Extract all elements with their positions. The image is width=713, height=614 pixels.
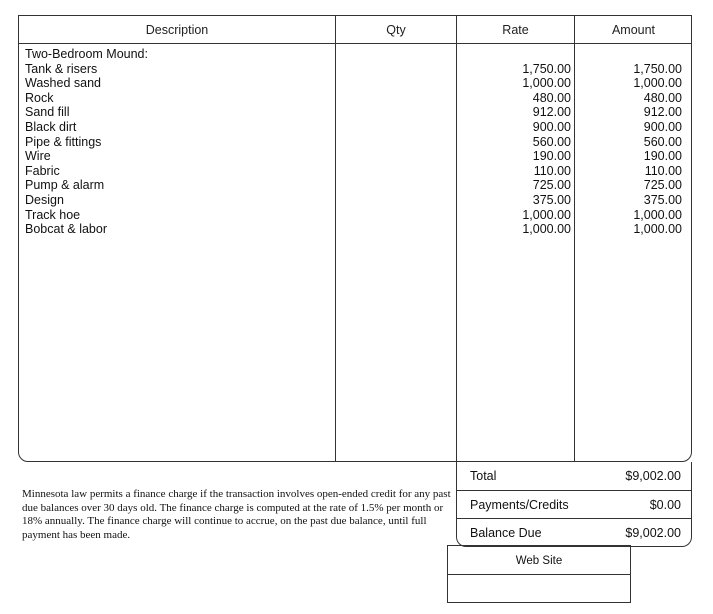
balance-row bbox=[457, 518, 691, 547]
column-divider bbox=[335, 16, 336, 461]
item-rate: 110.00 bbox=[533, 163, 571, 178]
description-column bbox=[25, 47, 148, 237]
total-row bbox=[457, 462, 691, 490]
item-rate: 480.00 bbox=[532, 90, 571, 105]
item-amount: 375.00 bbox=[643, 192, 682, 207]
item-rate: 1,750.00 bbox=[522, 61, 571, 76]
web-site-box bbox=[447, 545, 631, 603]
item-rate: 375.00 bbox=[532, 192, 571, 207]
item-amount: 900.00 bbox=[643, 119, 682, 134]
spacer bbox=[459, 47, 571, 62]
item-amount: 110.00 bbox=[644, 163, 682, 178]
item-rate: 900.00 bbox=[532, 119, 571, 134]
item-amount: 1,000.00 bbox=[633, 222, 682, 237]
balance-label: Balance Due bbox=[470, 526, 542, 540]
item-rate: 725.00 bbox=[532, 178, 571, 193]
header-description: Description bbox=[145, 23, 209, 37]
total-value: $9,002.00 bbox=[625, 469, 681, 483]
payments-row bbox=[457, 490, 691, 519]
total-label: Total bbox=[470, 469, 497, 483]
header-qty: Qty bbox=[386, 23, 406, 37]
totals-box bbox=[456, 462, 692, 547]
amount-column bbox=[574, 47, 682, 237]
item-description: Pipe & fittings bbox=[25, 134, 102, 149]
item-description: Sand fill bbox=[25, 105, 70, 120]
item-description: Track hoe bbox=[25, 207, 81, 222]
item-description: Black dirt bbox=[25, 119, 77, 134]
item-rate: 1,000.00 bbox=[522, 76, 571, 91]
web-site-label: Web Site bbox=[448, 546, 630, 575]
item-amount: 1,000.00 bbox=[633, 207, 682, 222]
header-amount: Amount bbox=[611, 23, 656, 37]
finance-charge-note: Minnesota law permits a finance charge if the transaction involves open-ended credit for any past due balances over 30 days old. The finance charge is computed at the rate of 1.5% per month or 18% annually. The finance charge will continue to accrue, on the past due balance, until full payment has been made. bbox=[22, 488, 451, 541]
item-description: Pump & alarm bbox=[25, 178, 105, 193]
header-rate: Rate bbox=[502, 23, 529, 37]
item-amount: 1,750.00 bbox=[633, 61, 682, 76]
item-description: Bobcat & labor bbox=[25, 222, 107, 237]
item-description: Design bbox=[25, 192, 64, 207]
item-rate: 190.00 bbox=[532, 149, 571, 164]
line-items-table bbox=[18, 15, 692, 462]
spacer bbox=[574, 47, 682, 62]
payments-value: $0.00 bbox=[649, 498, 681, 512]
item-rate: 1,000.00 bbox=[522, 222, 571, 237]
item-rate: 912.00 bbox=[532, 105, 571, 120]
item-rate: 1,000.00 bbox=[522, 207, 571, 222]
item-amount: 560.00 bbox=[643, 134, 682, 149]
column-divider bbox=[456, 16, 457, 461]
item-amount: 190.00 bbox=[643, 149, 682, 164]
balance-value: $9,002.00 bbox=[625, 526, 681, 540]
item-rate: 560.00 bbox=[532, 134, 571, 149]
item-amount: 725.00 bbox=[643, 178, 682, 193]
item-amount: 912.00 bbox=[643, 105, 682, 120]
item-description: Fabric bbox=[25, 163, 60, 178]
item-amount: 480.00 bbox=[643, 90, 682, 105]
header-divider bbox=[19, 43, 691, 44]
item-description: Tank & risers bbox=[25, 61, 98, 76]
group-label: Two-Bedroom Mound: bbox=[25, 47, 148, 61]
rate-column bbox=[459, 47, 571, 237]
payments-label: Payments/Credits bbox=[470, 498, 569, 512]
item-amount: 1,000.00 bbox=[633, 76, 682, 91]
item-description: Washed sand bbox=[25, 76, 101, 91]
item-description: Rock bbox=[25, 90, 54, 105]
item-description: Wire bbox=[25, 149, 51, 164]
